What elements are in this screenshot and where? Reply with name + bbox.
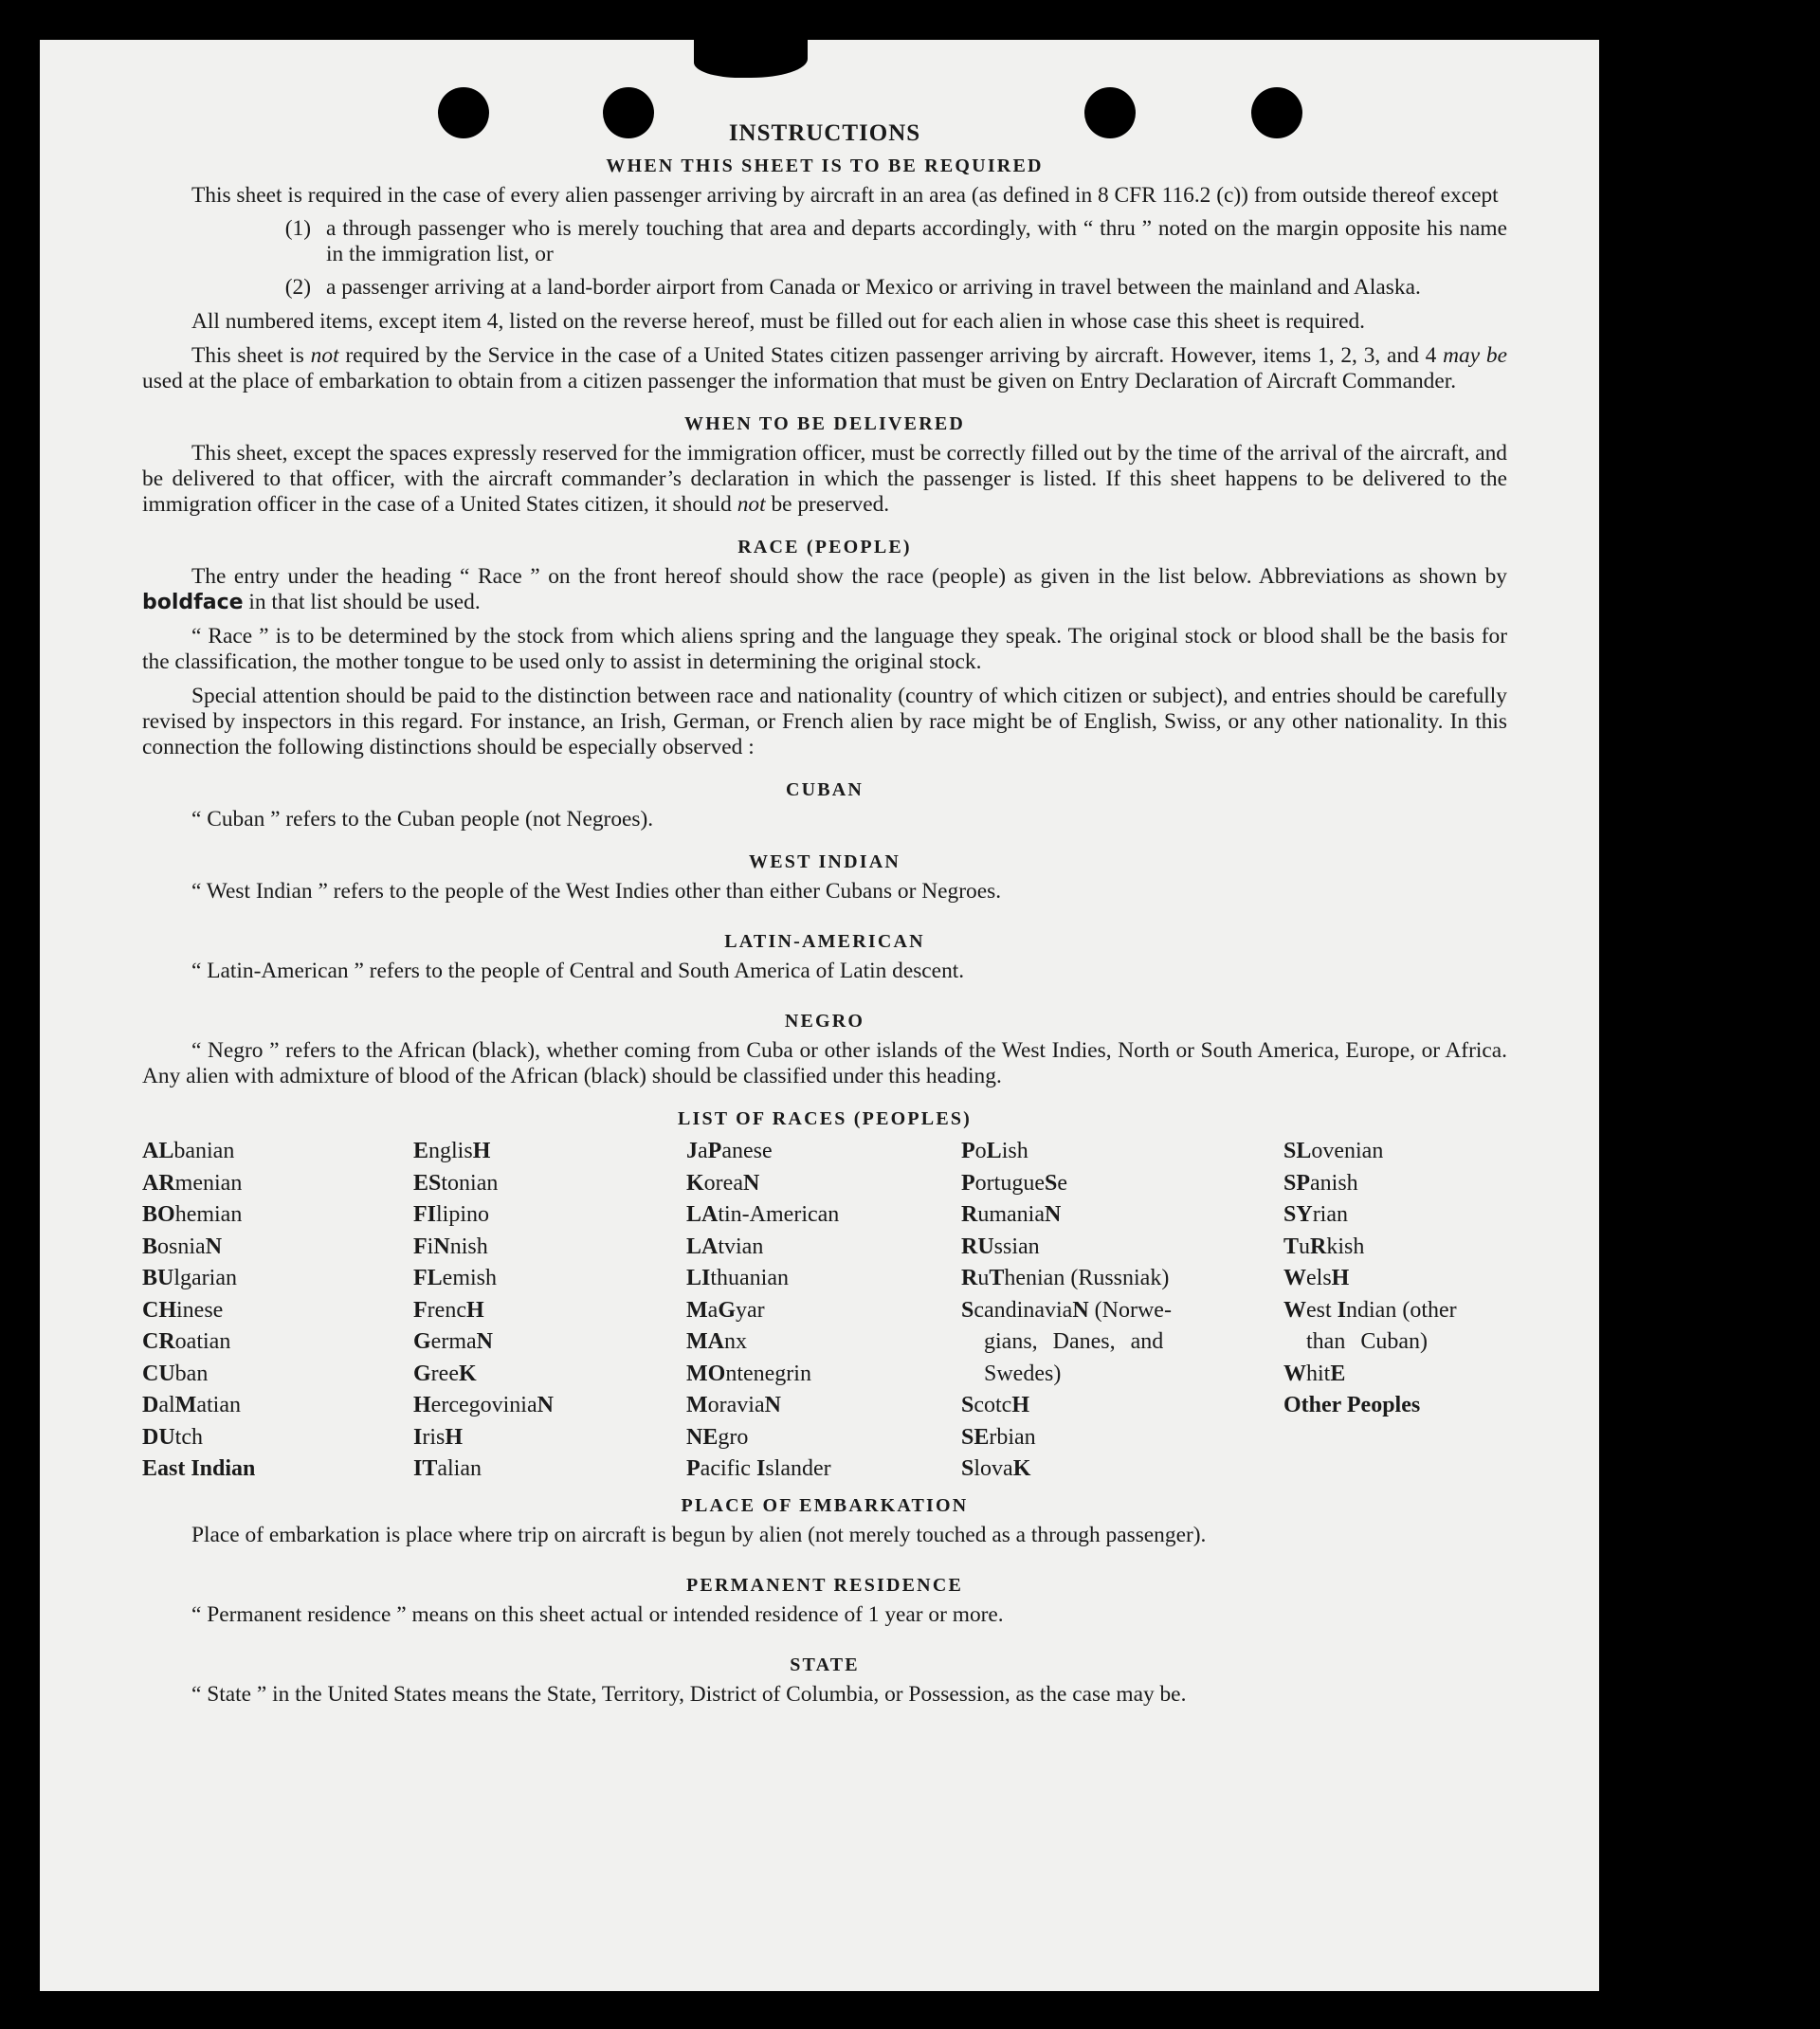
race-entry [686, 1326, 961, 1359]
race-abbrev: W [1283, 1297, 1306, 1323]
race-abbrev: SE [961, 1424, 990, 1450]
race-abbrev: Other Peoples [1283, 1393, 1421, 1417]
race-abbrev: L [986, 1139, 1002, 1163]
race-entry [961, 1168, 1283, 1200]
race-abbrev: T [989, 1266, 1005, 1290]
paragraph-negro: “ Negro ” refers to the African (black), whether coming from Cuba or other islands of the West Indies, North or South America, Europe, or Africa. Any alien with admixture of blood of the African (black) should be classified under this heading. [142, 1038, 1507, 1088]
race-text: u [1299, 1234, 1311, 1259]
text-run: The entry under the heading “ Race ” on the front hereof should show the race (people) as given in the list below. Abbreviations as shown by [191, 564, 1507, 589]
text-run: be preserved. [765, 492, 890, 517]
heading-cuban: CUBAN [785, 779, 864, 800]
race-entry [142, 1263, 413, 1295]
race-abbrev: B [142, 1234, 158, 1259]
race-column [142, 1136, 413, 1486]
race-abbrev: M [174, 1393, 197, 1417]
race-text: banian [173, 1139, 235, 1163]
race-entry [413, 1453, 686, 1486]
race-text: yar [735, 1297, 765, 1323]
race-text: ssian [993, 1234, 1040, 1259]
race-text: ortugue [974, 1170, 1045, 1196]
race-abbrev: E [413, 1139, 429, 1163]
race-text: ndian (other [1346, 1297, 1457, 1323]
race-text: erma [430, 1329, 477, 1354]
race-text: u [977, 1266, 990, 1290]
paragraph-delivery [142, 441, 1507, 518]
race-text: nish [449, 1234, 488, 1259]
paragraph-cuban: “ Cuban ” refers to the Cuban people (not Negroes). [191, 807, 654, 832]
race-entry [686, 1453, 961, 1486]
race-abbrev: R [961, 1202, 978, 1227]
race-abbrev: S [961, 1456, 974, 1481]
race-abbrev: T [1283, 1234, 1300, 1259]
race-text: nx [723, 1329, 747, 1354]
race-abbrev: N [476, 1329, 493, 1354]
race-abbrev: MO [686, 1361, 726, 1386]
race-abbrev: E [1330, 1361, 1346, 1386]
race-entry [413, 1422, 686, 1454]
heading-when-delivered: WHEN TO BE DELIVERED [683, 413, 966, 434]
race-abbrev: CU [142, 1361, 175, 1386]
race-entry [413, 1295, 686, 1327]
race-abbrev: N [205, 1234, 223, 1259]
race-text: acific [700, 1456, 756, 1481]
race-column [1283, 1136, 1511, 1486]
race-abbrev: LI [686, 1266, 711, 1290]
race-abbrev: IT [413, 1456, 438, 1481]
document-sheet [40, 40, 1599, 1991]
race-abbrev: P [707, 1139, 722, 1163]
race-continuation: than Cuban) [1306, 1329, 1428, 1354]
paragraph-citizen [142, 343, 1507, 394]
race-text: o [974, 1139, 987, 1163]
race-abbrev: H [472, 1139, 491, 1163]
race-entry [961, 1326, 1283, 1359]
race-abbrev: N [433, 1234, 450, 1259]
race-abbrev: LA [686, 1202, 719, 1227]
race-abbrev: J [686, 1139, 698, 1163]
race-abbrev: R [1310, 1234, 1327, 1259]
race-abbrev: H [1011, 1393, 1030, 1417]
instructions-content [142, 120, 1507, 1708]
race-text: renc [427, 1297, 466, 1323]
race-entry [142, 1199, 413, 1232]
race-text: rian [1312, 1202, 1348, 1227]
race-text: rbian [989, 1424, 1036, 1450]
race-abbrev: MA [686, 1329, 724, 1354]
race-entry [1283, 1232, 1511, 1264]
exception-text: a through passenger who is merely touching that area and departs accordingly, with “ thru ” noted on the margin opposite his name in the immigration list, or [326, 216, 1507, 266]
race-text: ish [1001, 1139, 1028, 1163]
race-abbrev: DU [142, 1424, 175, 1450]
race-entry [1283, 1168, 1511, 1200]
race-entry [961, 1263, 1283, 1295]
race-text: ercegovinia [430, 1393, 537, 1417]
race-abbrev: P [961, 1170, 975, 1196]
race-entry [413, 1168, 686, 1200]
emphasis-may-be: may be [1443, 343, 1507, 368]
race-entry [686, 1359, 961, 1391]
race-entry [142, 1168, 413, 1200]
race-entry [686, 1232, 961, 1264]
race-text: atian [196, 1393, 241, 1417]
race-text: orea [703, 1170, 743, 1196]
race-entry [961, 1136, 1283, 1168]
race-text: anese [721, 1139, 773, 1163]
race-abbrev: G [413, 1329, 431, 1354]
race-abbrev: RU [961, 1234, 994, 1259]
race-text: inese [176, 1297, 224, 1323]
race-abbrev: N [1072, 1297, 1089, 1323]
race-column [686, 1136, 961, 1486]
race-abbrev: S [961, 1393, 974, 1417]
race-text: henian (Russniak) [1004, 1266, 1170, 1290]
race-abbrev: N [764, 1393, 781, 1417]
race-text: candinavia [974, 1297, 1073, 1323]
race-text: anish [1310, 1170, 1358, 1196]
race-entry [413, 1136, 686, 1168]
race-abbrev: N [537, 1393, 554, 1417]
race-entry [1283, 1263, 1511, 1295]
paragraph-west-indian: “ West Indian ” refers to the people of the West Indies other than either Cubans or Negroes. [191, 879, 1002, 904]
paragraph-state: “ State ” in the United States means the State, Territory, District of Columbia, or Possession, as the case may be. [191, 1681, 1187, 1707]
race-abbrev: ES [413, 1170, 442, 1196]
paragraph-latin-american: “ Latin-American ” refers to the people of Central and South America of Latin descent. [191, 959, 965, 983]
race-text: els [1306, 1266, 1332, 1290]
heading-permanent-residence: PERMANENT RESIDENCE [685, 1574, 964, 1596]
race-entry [142, 1232, 413, 1264]
paragraph-race-entry [142, 564, 1507, 615]
race-entry [961, 1422, 1283, 1454]
race-abbrev: SY [1283, 1202, 1313, 1227]
race-abbrev: F [413, 1297, 428, 1323]
race-entry [1283, 1326, 1511, 1359]
race-abbrev: BU [142, 1266, 174, 1290]
exception-text: a passenger arriving at a land-border airport from Canada or Mexico or arriving in travel between the mainland and Alaska. [326, 275, 1421, 300]
race-continuation: gians, Danes, and [984, 1329, 1164, 1354]
race-entry [1283, 1136, 1511, 1168]
exception-item-2 [142, 275, 1507, 301]
race-entry [142, 1422, 413, 1454]
race-abbrev: S [1044, 1170, 1058, 1196]
race-text: alian [437, 1456, 482, 1481]
race-entry [142, 1295, 413, 1327]
race-text: tvian [718, 1234, 764, 1259]
race-abbrev: NE [686, 1424, 719, 1450]
race-abbrev: FI [413, 1202, 436, 1227]
race-entry [142, 1359, 413, 1391]
paragraph-numbered-items: All numbered items, except item 4, listed on the reverse hereof, must be filled out for each alien in whose case this sheet is required. [191, 309, 1366, 334]
emphasis-not: not [310, 343, 339, 368]
race-text: thuanian [710, 1266, 789, 1290]
exception-item-1 [142, 216, 1507, 267]
race-entry [961, 1199, 1283, 1232]
race-abbrev: N [742, 1170, 760, 1196]
race-text: lova [974, 1456, 1013, 1481]
heading-list-of-races: LIST OF RACES (PEOPLES) [677, 1108, 973, 1129]
race-text: menian [174, 1170, 243, 1196]
race-entry [686, 1263, 961, 1295]
race-abbrev: H [445, 1424, 464, 1450]
race-entry [961, 1453, 1283, 1486]
race-text: emish [442, 1266, 497, 1290]
exception-number: (1) [284, 216, 311, 241]
heading-state: STATE [790, 1654, 860, 1675]
race-text: hemian [174, 1202, 243, 1227]
race-text: lipino [436, 1202, 490, 1227]
race-abbrev: N [1044, 1202, 1062, 1227]
race-text: cotc [974, 1393, 1012, 1417]
race-abbrev: SL [1283, 1139, 1312, 1163]
race-list [142, 1136, 1507, 1486]
race-entry [1283, 1390, 1511, 1422]
race-column [413, 1136, 686, 1486]
race-abbrev: K [1012, 1456, 1031, 1481]
race-abbrev: K [458, 1361, 477, 1386]
race-text: kish [1326, 1234, 1365, 1259]
paragraph-race-distinction: Special attention should be paid to the distinction between race and nationality (country of which citizen or subject), and entries should be carefully revised by inspectors in this regard. For instance, an Irish, German, or French alien by race might be of English, Swiss, or any other nationality. In this connection the following distinctions should be especially observed : [142, 684, 1507, 759]
race-abbrev: I [1337, 1297, 1347, 1323]
heading-when-required: WHEN THIS SHEET IS TO BE REQUIRED [606, 155, 1044, 176]
paragraph-place-of-embarkation: Place of embarkation is place where trip on aircraft is begun by alien (not merely touched as a through passenger). [191, 1522, 1207, 1547]
emphasis-not: not [737, 492, 766, 517]
race-abbrev: D [142, 1393, 159, 1417]
race-text: hit [1306, 1361, 1331, 1386]
text-run: required by the Service in the case of a United States citizen passenger arriving by aircraft. However, items 1, 2, 3, and 4 [338, 343, 1444, 368]
race-entry [961, 1359, 1283, 1391]
race-entry [413, 1199, 686, 1232]
race-text: nglis [428, 1139, 473, 1163]
race-text: osnia [157, 1234, 206, 1259]
race-abbrev: S [961, 1297, 974, 1323]
heading-place-of-embarkation: PLACE OF EMBARKATION [681, 1494, 969, 1516]
race-abbrev: CR [142, 1329, 175, 1354]
race-abbrev: I [413, 1424, 423, 1450]
heading-latin-american: LATIN-AMERICAN [724, 931, 925, 952]
torn-edge [694, 40, 808, 78]
race-continuation: Swedes) [984, 1361, 1062, 1386]
race-abbrev: R [961, 1266, 978, 1290]
race-text: lgarian [173, 1266, 237, 1290]
race-text: slander [765, 1456, 831, 1481]
race-entry [142, 1136, 413, 1168]
race-text: est [1306, 1297, 1338, 1323]
race-abbrev: P [686, 1456, 701, 1481]
race-entry [142, 1390, 413, 1422]
race-entry [686, 1136, 961, 1168]
race-abbrev: CH [142, 1297, 176, 1323]
paragraph-permanent-residence: “ Permanent residence ” means on this sheet actual or intended residence of 1 year or more. [191, 1601, 1004, 1627]
heading-negro: NEGRO [784, 1011, 865, 1032]
text-run: This sheet is [191, 343, 311, 368]
race-text: oatian [174, 1329, 231, 1354]
race-text: tch [174, 1424, 203, 1450]
race-abbrev: P [961, 1139, 975, 1163]
race-abbrev: FL [413, 1266, 443, 1290]
race-text: a [698, 1139, 708, 1163]
race-abbrev: AR [142, 1170, 175, 1196]
race-abbrev: H [413, 1393, 431, 1417]
race-text: ris [422, 1424, 446, 1450]
race-entry [961, 1232, 1283, 1264]
race-text: oravia [707, 1393, 765, 1417]
race-abbrev: I [755, 1456, 766, 1481]
exception-number: (2) [284, 275, 311, 300]
race-abbrev: M [686, 1297, 708, 1323]
race-entry [413, 1232, 686, 1264]
page-title: INSTRUCTIONS [728, 120, 921, 146]
race-entry [686, 1390, 961, 1422]
race-abbrev: K [686, 1170, 704, 1196]
race-abbrev: W [1283, 1266, 1306, 1290]
heading-west-indian: WEST INDIAN [749, 851, 901, 872]
race-entry [413, 1263, 686, 1295]
race-entry [413, 1326, 686, 1359]
paragraph-race-stock: “ Race ” is to be determined by the stock from which aliens spring and the language they speak. The original stock or blood shall be the basis for the classification, the mother tongue to be used only to assist in determining the original stock. [142, 624, 1507, 674]
race-text: ban [174, 1361, 209, 1386]
race-text: tonian [441, 1170, 499, 1196]
race-abbrev: M [686, 1393, 708, 1417]
race-entry [686, 1422, 961, 1454]
race-text: ree [430, 1361, 459, 1386]
race-abbrev: G [413, 1361, 431, 1386]
race-entry [686, 1168, 961, 1200]
race-abbrev: LA [686, 1234, 719, 1259]
race-entry [1283, 1295, 1511, 1327]
race-text: gro [718, 1424, 749, 1450]
race-text: tin-American [718, 1202, 840, 1227]
race-abbrev: SP [1283, 1170, 1311, 1196]
race-text: ntenegrin [725, 1361, 811, 1386]
race-abbrev: H [465, 1297, 484, 1323]
race-text: i [427, 1234, 434, 1259]
boldface-word: boldface [142, 591, 244, 614]
text-run: used at the place of embarkation to obtain from a citizen passenger the information that must be given on Entry Declaration of Aircraft Commander. [142, 369, 1457, 393]
race-entry [1283, 1359, 1511, 1391]
race-entry [1283, 1199, 1511, 1232]
text-run: in that list should be used. [243, 590, 481, 614]
race-entry [413, 1359, 686, 1391]
heading-race: RACE (PEOPLE) [737, 537, 912, 558]
race-entry [961, 1390, 1283, 1422]
paragraph-required-intro: This sheet is required in the case of every alien passenger arriving by aircraft in an area (as defined in 8 CFR 116.2 (c)) from outside thereof except [191, 183, 1499, 208]
race-entry [413, 1390, 686, 1422]
race-entry [686, 1199, 961, 1232]
race-abbrev: H [1331, 1266, 1350, 1290]
race-entry [686, 1295, 961, 1327]
race-text: al [158, 1393, 175, 1417]
race-text: ovenian [1311, 1139, 1384, 1163]
race-abbrev: W [1283, 1361, 1306, 1386]
race-abbrev: G [718, 1297, 736, 1323]
race-text: a [707, 1297, 719, 1323]
race-text: umania [977, 1202, 1045, 1227]
race-abbrev: BO [142, 1202, 175, 1227]
race-abbrev: AL [142, 1139, 174, 1163]
race-column [961, 1136, 1283, 1486]
race-entry [142, 1326, 413, 1359]
race-text: e [1057, 1170, 1067, 1196]
race-entry [961, 1295, 1283, 1327]
race-abbrev: F [413, 1234, 428, 1259]
race-text: (Norwe- [1088, 1297, 1172, 1323]
text-run: This sheet, except the spaces expressly reserved for the immigration officer, must be correctly filled out by the time of the arrival of the aircraft, and be delivered to that officer, with the aircraft commander’s declaration in which the passenger is listed. If this sheet happens to be delivered to the immigration officer in the case of a United States citizen, it should [142, 441, 1507, 517]
race-entry [142, 1453, 413, 1486]
race-abbrev: East Indian [142, 1456, 256, 1481]
